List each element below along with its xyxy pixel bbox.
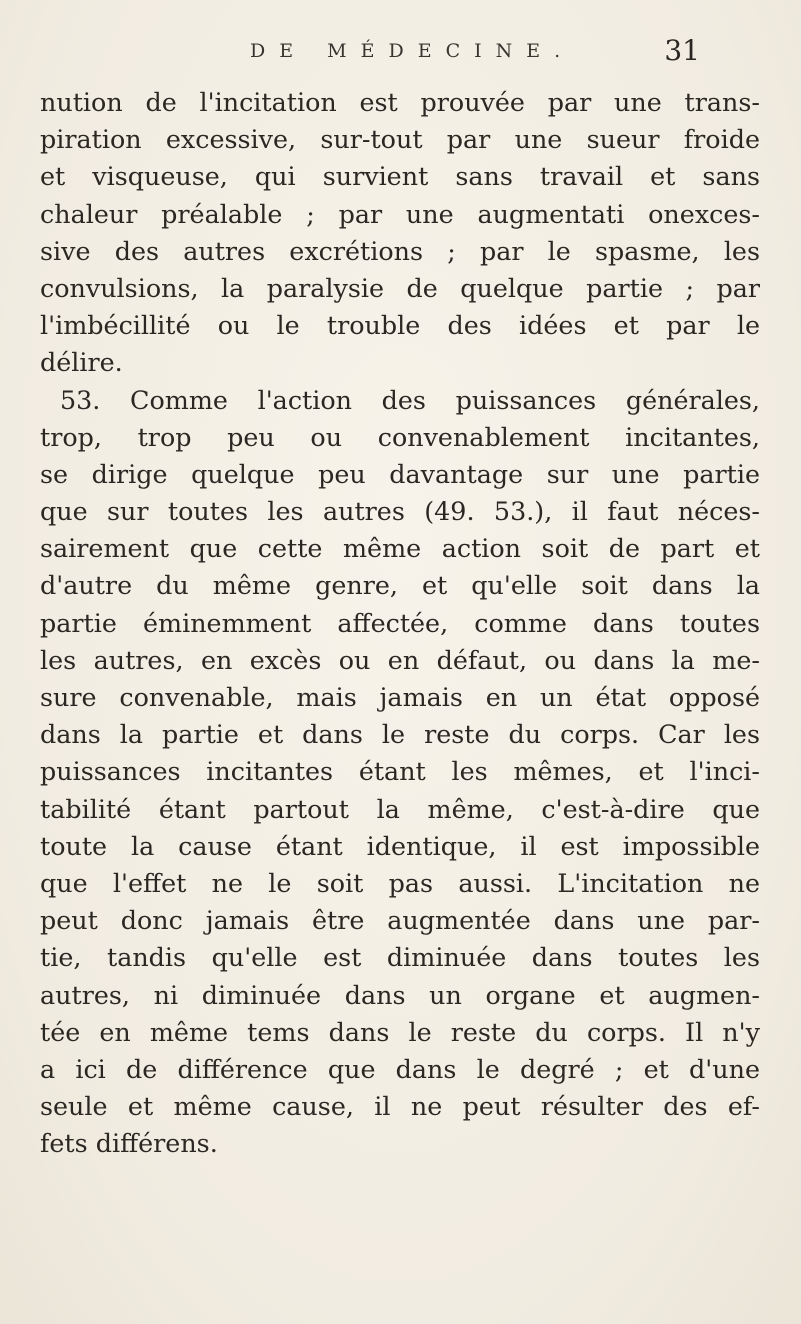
text-line: puissances incitantes étant les mêmes, et l'inci- xyxy=(40,756,760,787)
text-line: se dirige quelque peu davantage sur une partie xyxy=(40,458,760,489)
body-text xyxy=(40,84,760,1162)
running-head: DE MÉDECINE. xyxy=(250,40,575,62)
text-line: a ici de différence que dans le degré ; et d'une xyxy=(40,1053,760,1084)
text-line: sure convenable, mais jamais en un état opposé xyxy=(40,682,760,712)
text-line: fets différens. xyxy=(40,1128,218,1159)
text-line: délire. xyxy=(40,347,123,378)
text-line: autres, ni diminuée dans un organe et augmen- xyxy=(40,979,760,1010)
text-line: chaleur préalable ; par une augmentati onexces- xyxy=(40,198,760,229)
text-line: que sur toutes les autres (49. 53.), il faut néces- xyxy=(40,496,760,527)
text-line: tée en même tems dans le reste du corps. Il n'y xyxy=(40,1016,760,1047)
text-line: tabilité étant partout la même, c'est-à-dire que xyxy=(40,793,760,824)
text-line: partie éminemment affectée, comme dans toutes xyxy=(40,607,760,638)
text-line: nution de l'incitation est prouvée par une trans- xyxy=(40,87,760,117)
text-line: seule et même cause, il ne peut résulter des ef- xyxy=(40,1091,760,1122)
text-line: piration excessive, sur-tout par une sueur froide xyxy=(40,124,760,155)
page-number: 31 xyxy=(664,34,700,67)
text-line: peut donc jamais être augmentée dans une par- xyxy=(40,905,760,936)
text-line: que l'effet ne le soit pas aussi. L'incitation ne xyxy=(40,867,760,898)
text-line: sairement que cette même action soit de part et xyxy=(40,533,760,564)
text-line: convulsions, la paralysie de quelque partie ; par xyxy=(40,272,760,303)
text-line: les autres, en excès ou en défaut, ou dans la me- xyxy=(40,644,760,675)
text-line: sive des autres excrétions ; par le spasme, les xyxy=(40,235,760,266)
page-header xyxy=(250,34,700,74)
text-line: d'autre du même genre, et qu'elle soit dans la xyxy=(40,570,760,601)
paragraph-53-start: 53. Comme l'action des puissances générales, xyxy=(60,384,760,415)
text-line: toute la cause étant identique, il est impossible xyxy=(40,830,760,861)
text-line: dans la partie et dans le reste du corps. Car les xyxy=(40,719,760,750)
text-line: trop, trop peu ou convenablement incitantes, xyxy=(40,421,760,452)
text-line: l'imbécillité ou le trouble des idées et par le xyxy=(40,310,760,341)
text-line: et visqueuse, qui survient sans travail et sans xyxy=(40,161,760,192)
text-line: tie, tandis qu'elle est diminuée dans toutes les xyxy=(40,942,760,973)
